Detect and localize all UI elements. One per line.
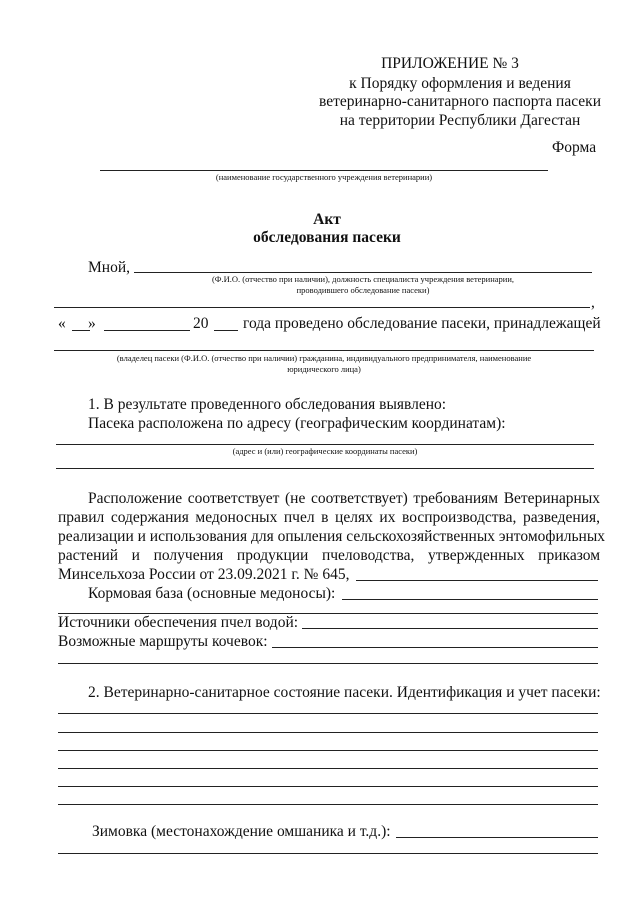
date-month-line — [104, 330, 190, 331]
section-2-fill-line-3 — [58, 750, 598, 751]
routes-fill-line — [272, 647, 598, 648]
appendix-line-3: на территории Республики Дагестан — [339, 112, 581, 129]
routes-label: Возможные маршруты кочевок: — [58, 633, 268, 650]
section-2-fill-line-4 — [58, 768, 598, 769]
form-label: Форма — [552, 139, 597, 156]
water-label: Источники обеспечения пчел водой: — [58, 614, 299, 631]
date-quote-close: » — [88, 315, 96, 332]
inspector-fill-line-2 — [54, 307, 590, 308]
wintering-fill-line — [396, 837, 598, 838]
wintering-label: Зимовка (местонахождение омшаника и т.д.): — [92, 823, 391, 840]
address-fill-line — [56, 444, 594, 445]
paragraph-line-3: реализации и использования для опыления сельскохозяйственных энтомофильных — [58, 528, 605, 545]
appendix-line-2: ветеринарно-санитарного паспорта пасеки — [318, 93, 602, 110]
owner-caption-1: (владелец пасеки (Ф.И.О. (отчество при наличии) гражданина, индивидуального предпринимателя, наименование — [116, 353, 532, 363]
section-2-fill-line-6 — [58, 804, 598, 805]
address-caption: (адрес и (или) географические координаты пасеки) — [232, 446, 418, 456]
institution-caption: (наименование государственного учреждения ветеринарии) — [215, 172, 433, 182]
date-quote-open: « — [58, 315, 66, 332]
date-year-prefix: 20 — [193, 315, 209, 332]
institution-fill-line — [100, 170, 548, 171]
section-2-fill-line-2 — [58, 732, 598, 733]
owner-fill-line — [54, 350, 594, 351]
appendix-line-1: к Порядку оформления и ведения — [349, 75, 571, 92]
paragraph-line-2: правил содержания медоносных пчел в целях их воспроизводства, разведения, — [58, 509, 600, 526]
date-line-text: года проведено обследование пасеки, принадлежащей — [243, 315, 601, 332]
inspector-caption-1: (Ф.И.О. (отчество при наличии), должность специалиста учреждения ветеринарии, — [211, 274, 515, 284]
act-subtitle: обследования пасеки — [253, 229, 401, 246]
inspector-fill-line — [134, 272, 592, 273]
section-2-heading: 2. Ветеринарно-санитарное состояние пасеки. Идентификация и учет пасеки: — [88, 684, 601, 701]
inspector-lead: Мной, — [88, 259, 130, 276]
owner-caption-2: юридического лица) — [287, 364, 361, 374]
inspector-caption-2: проводившего обследование пасеки) — [296, 285, 430, 295]
section-2-fill-line-1 — [58, 713, 598, 714]
water-fill-line — [302, 628, 598, 629]
section-1-heading: 1. В результате проведенного обследования выявлено: — [88, 396, 447, 413]
inspector-comma: , — [591, 294, 595, 311]
routes-fill-line-2 — [58, 663, 598, 664]
appendix-number: ПРИЛОЖЕНИЕ № 3 — [381, 55, 519, 72]
paragraph-fill-line — [356, 580, 598, 581]
wintering-fill-line-2 — [58, 853, 598, 854]
address-label: Пасека расположена по адресу (географическим координатам): — [88, 415, 506, 432]
forage-fill-line — [342, 599, 598, 600]
forage-label: Кормовая база (основные медоносы): — [88, 585, 336, 602]
paragraph-line-1: Расположение соответствует (не соответствует) требованиям Ветеринарных — [88, 490, 600, 507]
paragraph-line-5: Минсельхоза России от 23.09.2021 г. № 645, — [58, 566, 350, 583]
address-fill-line-2 — [56, 468, 594, 469]
act-title: Акт — [313, 211, 341, 228]
date-year-line — [214, 330, 238, 331]
paragraph-line-4: растений и получения продукции пчеловодства, утвержденных приказом — [58, 547, 600, 564]
section-2-fill-line-5 — [58, 786, 598, 787]
